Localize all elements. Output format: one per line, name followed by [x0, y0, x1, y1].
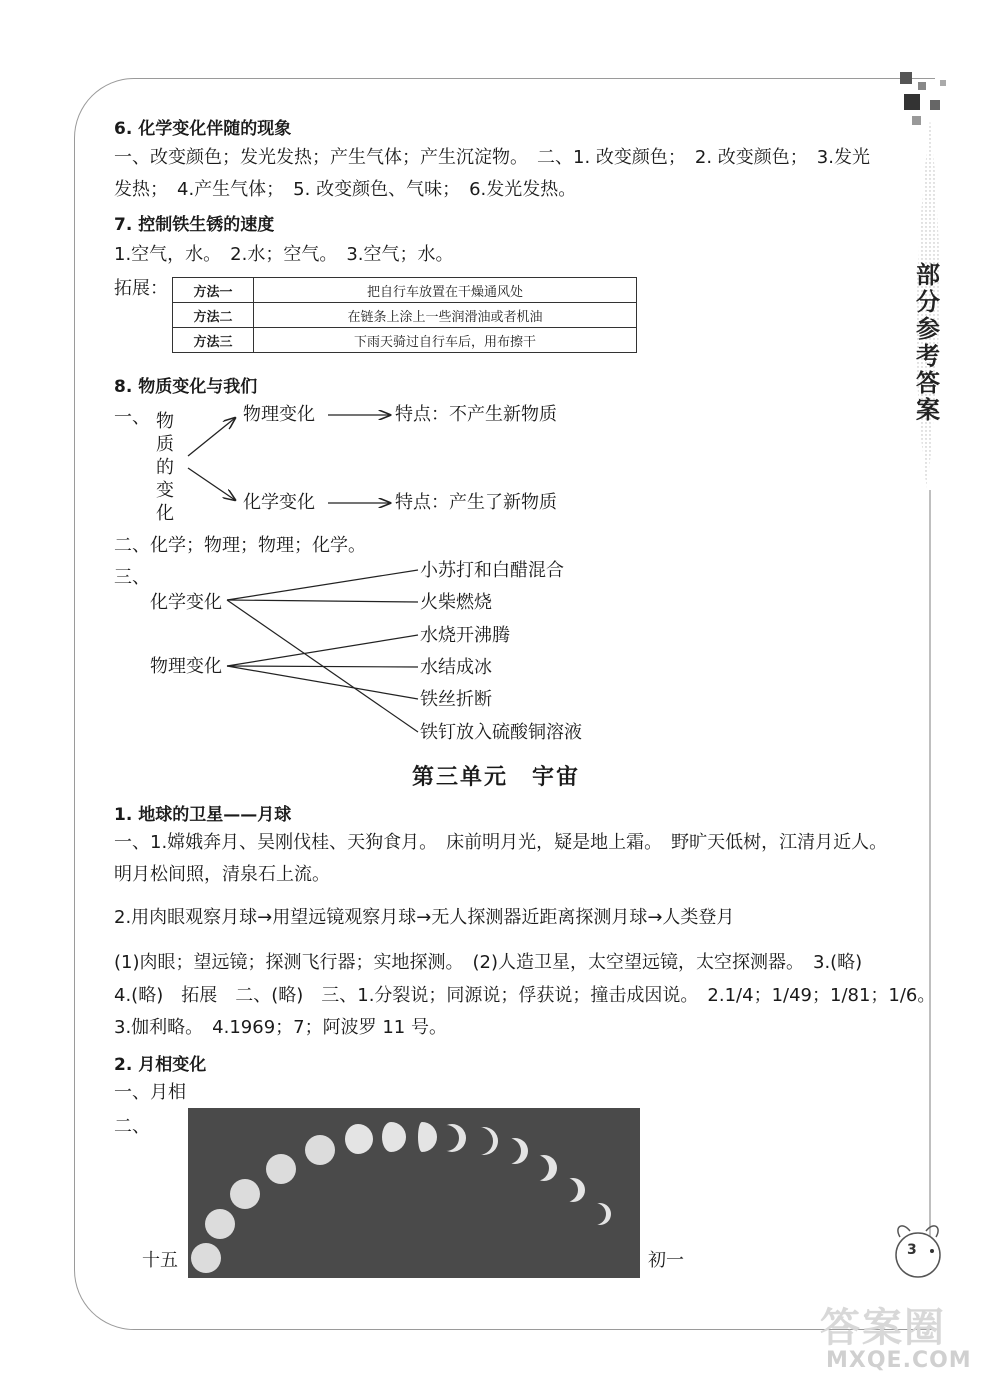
corner-square: [900, 72, 912, 84]
methods-table: [172, 277, 637, 353]
watermark: 答案圈: [820, 1305, 946, 1351]
page-number: 3: [907, 1242, 917, 1258]
moon-right-label: 初一: [648, 1250, 684, 1271]
section-7-heading: 7. 控制铁生锈的速度: [114, 215, 275, 235]
section-7-line: 1.空气，水。 2.水；空气。 3.空气；水。: [114, 244, 454, 265]
corner-square: [940, 80, 946, 86]
table-cell: 方法二: [173, 303, 254, 328]
section-8-heading: 8. 物质变化与我们: [114, 377, 258, 397]
corner-square: [904, 94, 920, 110]
matching-right-item: 水结成冰: [420, 657, 492, 678]
matching-left-phys: 物理变化: [150, 656, 222, 677]
unit-3-line: (1)肉眼；望远镜；探测飞行器；实地探测。 (2)人造卫星，太空望远镜，太空探测器。 3.(略): [114, 952, 863, 973]
chemical-change-label: 化学变化: [243, 492, 315, 513]
part-label: 三、: [114, 567, 150, 588]
chemical-feature: 特点：产生了新物质: [395, 492, 557, 513]
matching-right-item: 铁钉放入硫酸铜溶液: [420, 722, 582, 743]
part-label: 二、: [114, 1116, 150, 1137]
matching-right-item: 水烧开沸腾: [420, 625, 510, 646]
watermark-url: MXQE.COM: [826, 1348, 972, 1373]
unit-3-line: 一、月相: [114, 1082, 186, 1103]
matching-lines: [225, 560, 425, 745]
unit-3-section-1-heading: 1. 地球的卫星——月球: [114, 805, 292, 825]
corner-square: [918, 82, 926, 90]
matching-right-item: 火柴燃烧: [420, 592, 492, 613]
physical-feature: 特点：不产生新物质: [395, 404, 557, 425]
unit-3-line: 2.用肉眼观察月球→用望远镜观察月球→无人探测器近距离探测月球→人类登月: [114, 907, 735, 928]
table-cell: 方法三: [173, 328, 254, 353]
unit-3-line: 一、1.嫦娥奔月、吴刚伐桂、天狗食月。 床前明月光，疑是地上霜。 野旷天低树，江清月近人。: [114, 832, 888, 853]
section-6-heading: 6. 化学变化伴随的现象: [114, 119, 292, 139]
part-label: 一、: [114, 407, 150, 428]
table-row: [173, 328, 637, 353]
unit-3-line: 明月松间照，清泉石上流。: [114, 864, 330, 885]
unit-3-line: 4.(略) 拓展 二、(略) 三、1.分裂说；同源说；俘获说；撞击成因说。 2.1/4；1/49；1/81；1/6。: [114, 985, 936, 1006]
matching-left-chem: 化学变化: [150, 592, 222, 613]
matching-right-item: 铁丝折断: [420, 689, 492, 710]
moon-phases-image: [188, 1108, 640, 1278]
moon-left-label: 十五: [142, 1250, 178, 1271]
section-6-line: 一、改变颜色；发光发热；产生气体；产生沉淀物。 二、1. 改变颜色； 2. 改变颜色； 3.发光: [114, 147, 870, 168]
table-row: [173, 278, 637, 303]
sidebar-title: 部分参考答案: [916, 261, 940, 424]
table-cell: 在链条上涂上一些润滑油或者机油: [254, 303, 637, 328]
table-cell: 下雨天骑过自行车后，用布擦干: [254, 328, 637, 353]
unit-3-section-2-heading: 2. 月相变化: [114, 1055, 207, 1075]
unit-title: 第三单元 宇宙: [412, 765, 581, 790]
physical-change-label: 物理变化: [243, 404, 315, 425]
mascot-icon: [880, 1215, 960, 1285]
extension-label: 拓展：: [114, 278, 168, 299]
section-8-part-2: 二、化学；物理；物理；化学。: [114, 535, 366, 556]
unit-3-line: 3.伽利略。 4.1969；7；阿波罗 11 号。: [114, 1017, 447, 1038]
moon-phases-illustration: [188, 1108, 640, 1278]
table-row: [173, 303, 637, 328]
section-6-line: 发热； 4.产生气体； 5. 改变颜色、气味； 6.发光发热。: [114, 179, 577, 200]
corner-square: [930, 100, 940, 110]
table-cell: 把自行车放置在干燥通风处: [254, 278, 637, 303]
vertical-label: 物 质 的 变 化: [156, 411, 174, 524]
matching-right-item: 小苏打和白醋混合: [420, 560, 564, 581]
table-cell: 方法一: [173, 278, 254, 303]
